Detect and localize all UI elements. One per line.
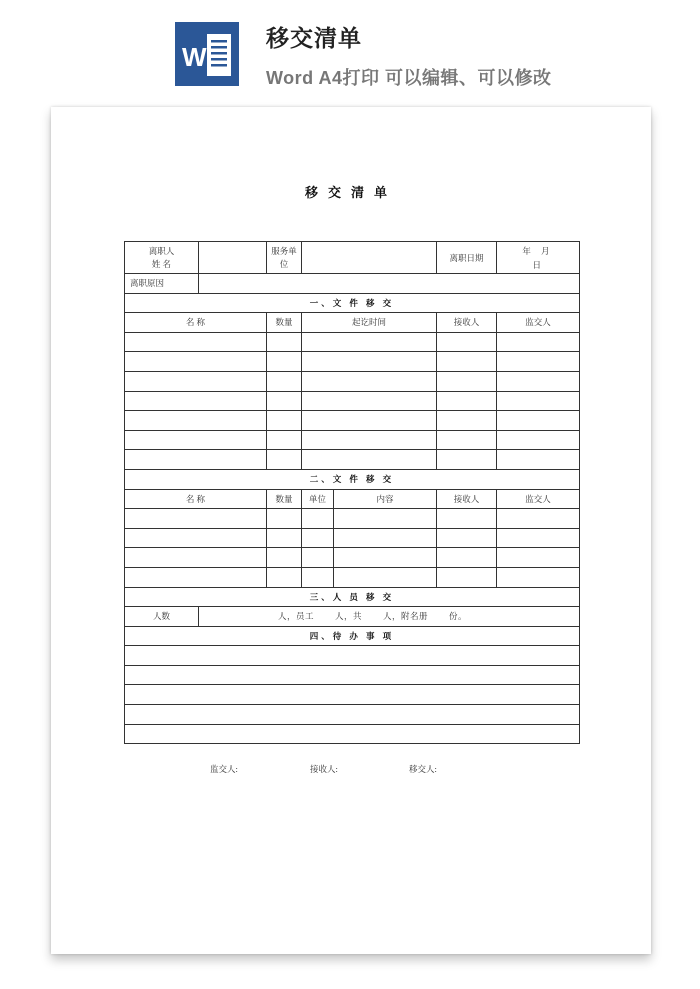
date-day: 日 <box>532 259 541 270</box>
section2-header-unit: 单位 <box>302 489 334 509</box>
table-cell[interactable] <box>302 411 437 431</box>
staff-count-text: 人，员工 人，共 人，附名册 份。 <box>277 611 467 622</box>
section3-title-row <box>125 587 580 607</box>
table-row <box>125 430 580 450</box>
table-cell[interactable] <box>497 528 580 548</box>
document-title: 移交清单 <box>304 185 397 200</box>
page-title: 移交清单 <box>266 25 362 51</box>
table-cell[interactable] <box>125 430 267 450</box>
staff-count-label: 人数 <box>125 607 199 627</box>
section4-title-row <box>125 626 580 646</box>
table-cell[interactable] <box>497 391 580 411</box>
table-cell[interactable] <box>334 528 437 548</box>
date-year-month: 年 月 <box>522 245 554 256</box>
table-cell[interactable] <box>437 528 497 548</box>
table-cell[interactable] <box>302 371 437 391</box>
table-cell[interactable] <box>302 548 334 568</box>
table-cell[interactable] <box>437 450 497 470</box>
table-cell[interactable] <box>302 352 437 372</box>
info-row <box>125 242 580 274</box>
table-cell[interactable] <box>267 352 302 372</box>
unit-label-line1: 服务单 <box>271 245 297 256</box>
table-row <box>125 528 580 548</box>
table-row <box>125 450 580 470</box>
page-subtitle: Word A4打印 可以编辑、可以修改 <box>266 68 552 88</box>
table-row <box>125 665 580 685</box>
section1-header-quantity: 数量 <box>267 313 302 333</box>
document-page <box>51 107 651 954</box>
table-cell[interactable] <box>125 509 267 529</box>
table-cell[interactable] <box>497 352 580 372</box>
table-cell[interactable] <box>267 391 302 411</box>
table-row <box>125 548 580 568</box>
unit-label-cell <box>267 242 302 274</box>
table-cell[interactable] <box>437 567 497 587</box>
table-row <box>125 705 580 725</box>
table-cell[interactable] <box>497 430 580 450</box>
section1-header-period: 起讫时间 <box>302 313 437 333</box>
section2-title-row <box>125 469 580 489</box>
section1-title-row <box>125 293 580 313</box>
section2-header-supervisor: 监交人 <box>497 489 580 509</box>
table-cell[interactable] <box>302 528 334 548</box>
table-cell[interactable] <box>267 430 302 450</box>
section3-title: 三、人 员 移 交 <box>125 587 580 607</box>
table-cell[interactable] <box>125 352 267 372</box>
section2-header-content: 内容 <box>334 489 437 509</box>
table-row <box>125 724 580 744</box>
section2-title: 二、文 件 移 交 <box>125 469 580 489</box>
date-value-cell[interactable] <box>497 242 580 274</box>
name-label-cell <box>125 242 199 274</box>
supervisor-signature-label: 监交人: <box>210 764 238 774</box>
table-cell[interactable] <box>267 528 302 548</box>
table-cell[interactable] <box>125 332 267 352</box>
table-cell[interactable] <box>125 528 267 548</box>
table-cell[interactable] <box>334 567 437 587</box>
unit-label-line2: 位 <box>279 258 289 269</box>
section1-header-name: 名 称 <box>125 313 267 333</box>
table-cell[interactable] <box>497 509 580 529</box>
date-label-cell: 离职日期 <box>437 242 497 274</box>
staff-count-row <box>125 607 580 627</box>
section2-header-receiver: 接收人 <box>437 489 497 509</box>
handover-form <box>124 241 580 744</box>
table-cell[interactable] <box>437 430 497 450</box>
table-cell[interactable] <box>497 371 580 391</box>
table-row <box>125 391 580 411</box>
table-row <box>125 352 580 372</box>
table-cell[interactable] <box>437 391 497 411</box>
table-cell[interactable] <box>334 548 437 568</box>
section1-header-supervisor: 监交人 <box>497 313 580 333</box>
table-cell[interactable] <box>267 567 302 587</box>
word-icon-letter: W <box>182 42 207 72</box>
table-cell[interactable] <box>125 411 267 431</box>
table-cell[interactable] <box>302 450 437 470</box>
section2-header-row <box>125 489 580 509</box>
table-cell[interactable] <box>125 450 267 470</box>
table-cell[interactable] <box>267 509 302 529</box>
receiver-signature-label: 接收人: <box>310 764 338 774</box>
table-cell[interactable] <box>497 332 580 352</box>
table-row <box>125 567 580 587</box>
table-cell[interactable] <box>302 430 437 450</box>
table-cell[interactable] <box>267 332 302 352</box>
table-row <box>125 685 580 705</box>
table-cell[interactable] <box>125 705 580 725</box>
table-cell[interactable] <box>125 371 267 391</box>
table-cell[interactable] <box>302 567 334 587</box>
table-cell[interactable] <box>267 371 302 391</box>
table-cell[interactable] <box>302 509 334 529</box>
table-cell[interactable] <box>437 411 497 431</box>
table-cell[interactable] <box>437 548 497 568</box>
table-cell[interactable] <box>302 332 437 352</box>
reason-label: 离职原因 <box>125 274 199 294</box>
table-cell[interactable] <box>125 548 267 568</box>
table-cell[interactable] <box>267 548 302 568</box>
name-label-line1: 离职人 <box>148 245 175 256</box>
name-value-cell[interactable] <box>199 242 267 274</box>
table-cell[interactable] <box>437 371 497 391</box>
table-cell[interactable] <box>125 724 580 744</box>
table-row <box>125 509 580 529</box>
section1-title: 一、文 件 移 交 <box>125 293 580 313</box>
word-icon <box>175 22 239 86</box>
section2-header-quantity: 数量 <box>267 489 302 509</box>
section4-title: 四、待 办 事 项 <box>125 626 580 646</box>
table-cell[interactable] <box>125 685 580 705</box>
table-cell[interactable] <box>437 352 497 372</box>
table-cell[interactable] <box>437 509 497 529</box>
table-cell[interactable] <box>125 391 267 411</box>
table-cell[interactable] <box>125 567 267 587</box>
staff-count-cell[interactable] <box>199 607 580 627</box>
table-cell[interactable] <box>302 391 437 411</box>
table-cell[interactable] <box>497 411 580 431</box>
table-cell[interactable] <box>437 332 497 352</box>
table-row <box>125 646 580 666</box>
table-row <box>125 371 580 391</box>
table-cell[interactable] <box>497 567 580 587</box>
table-cell[interactable] <box>334 509 437 529</box>
unit-value-cell[interactable] <box>302 242 437 274</box>
table-row <box>125 332 580 352</box>
table-cell[interactable] <box>125 665 580 685</box>
table-cell[interactable] <box>125 646 580 666</box>
reason-row <box>125 274 580 294</box>
table-cell[interactable] <box>267 411 302 431</box>
table-cell[interactable] <box>497 548 580 568</box>
table-cell[interactable] <box>497 450 580 470</box>
section2-header-name: 名 称 <box>125 489 267 509</box>
section1-header-receiver: 接收人 <box>437 313 497 333</box>
section1-header-row <box>125 313 580 333</box>
name-label-line2: 姓 名 <box>151 258 172 269</box>
table-row <box>125 411 580 431</box>
transferor-signature-label: 移交人: <box>409 764 437 774</box>
table-cell[interactable] <box>267 450 302 470</box>
reason-value-cell[interactable] <box>199 274 580 294</box>
